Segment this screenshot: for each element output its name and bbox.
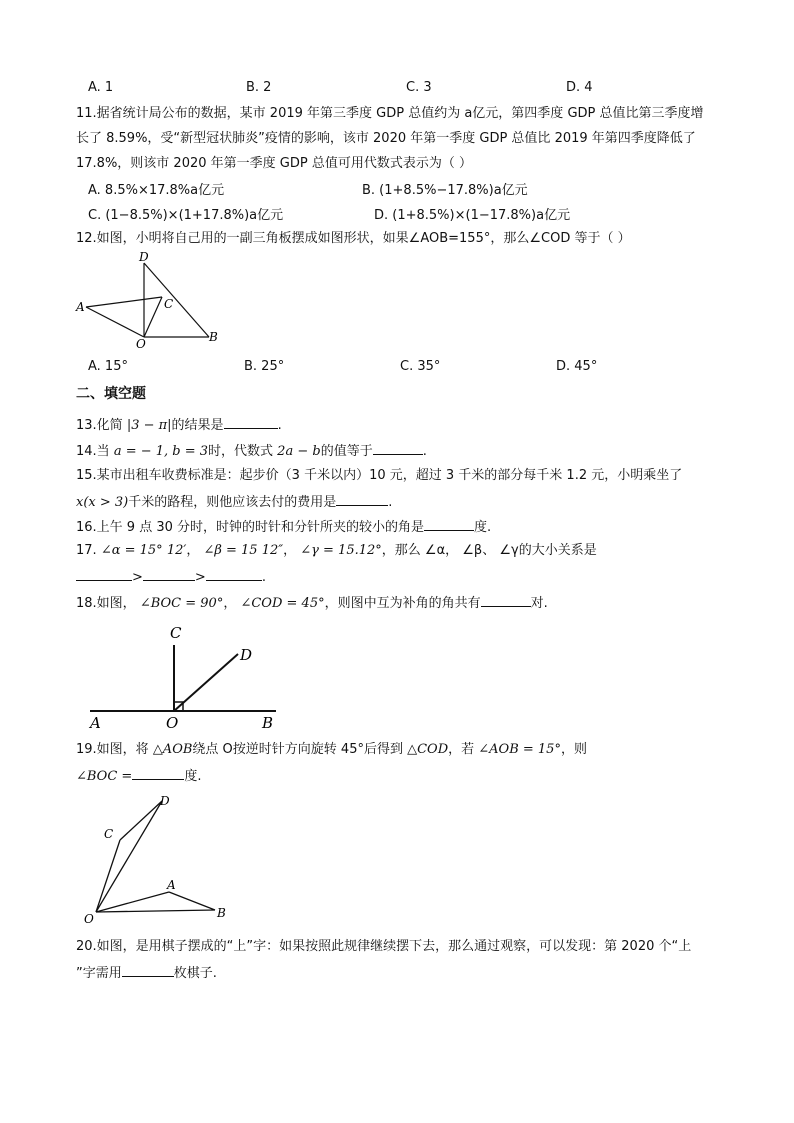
q17-answer-blank-3[interactable] (206, 566, 262, 581)
q13-expression: |3 − π| (126, 418, 172, 433)
section-heading-fill-blank: 二、填空题 (76, 386, 146, 402)
q12-triangle-diagram (74, 250, 224, 350)
q19-label-d: D (160, 794, 170, 808)
q19-triangle-aob: △AOB (152, 742, 193, 757)
q19-label-o: O (84, 912, 94, 926)
q15-text: 千米的路程，则他应该去付的费用是 (128, 495, 337, 510)
q11-line-1: 11.据省统计局公布的数据，某市 2019 年第三季度 GDP 总值约为 a亿元，第四季度 GDP 总值比第三季度增 (76, 106, 704, 121)
q19-text-d: ，则 (560, 742, 587, 757)
q19-answer-blank[interactable] (132, 765, 184, 780)
q16-answer-blank[interactable] (424, 516, 474, 531)
q10-option-b: B. 2 (246, 80, 272, 95)
q14-prefix: 14.当 (76, 444, 114, 459)
q19-rotation-diagram (80, 790, 240, 930)
q17-answer-line (76, 566, 266, 588)
q18-angle-cod: ∠COD = 45° (240, 596, 325, 611)
q12-label-c: C (164, 297, 174, 311)
q15-line-2 (76, 491, 392, 513)
q10-option-c: C. 3 (406, 80, 432, 95)
q13-question (76, 414, 282, 436)
q12-option-a: A. 15° (88, 359, 128, 374)
q12-label-a: A (76, 300, 85, 314)
q13-answer-blank[interactable] (224, 414, 278, 429)
q19-angle-boc: ∠BOC = (76, 769, 133, 784)
q17-gt-2: > (194, 570, 206, 585)
q18-angle-boc: ∠BOC = 90° (139, 596, 224, 611)
q19-label-a: A (167, 878, 176, 892)
q11-option-c: C. (1−8.5%)×(1+17.8%)a亿元 (88, 208, 284, 223)
q14-end: . (422, 444, 427, 459)
q19-text-c: ，若 (448, 742, 479, 757)
q11-option-b: B. (1+8.5%−17.8%)a亿元 (362, 183, 528, 198)
q17-beta: ∠β = 15 12″ (203, 543, 284, 558)
q14-expression: 2a − b (277, 444, 321, 459)
q19-triangle-cod: △COD (407, 742, 449, 757)
q18-text: ，则图中互为补角的角共有 (324, 596, 481, 611)
q17-alpha: ∠α = 15° 12′ (100, 543, 187, 558)
q13-text: 的结果是 (171, 418, 224, 433)
q20-text-a: ”字需用 (76, 966, 122, 981)
q19-text-a: 19.如图，将 (76, 742, 153, 757)
q20-answer-blank[interactable] (122, 962, 174, 977)
q10-option-d: D. 4 (566, 80, 593, 95)
q12-label-b: B (209, 330, 218, 344)
q15-answer-blank[interactable] (336, 491, 388, 506)
q11-line-2: 长了 8.59%，受“新型冠状肺炎”疫情的影响，该市 2020 年第一季度 GDP 总值比 2019 年第四季度降低了 (76, 131, 696, 146)
q14-condition: a = − 1, b = 3 (113, 444, 209, 459)
q19-angle-aob: ∠AOB = 15° (478, 742, 561, 757)
q18-end: 对. (530, 596, 548, 611)
q19-line-2 (76, 765, 201, 787)
q14-mid: 时，代数式 (208, 444, 278, 459)
q12-option-b: B. 25° (244, 359, 285, 374)
q20-text-b: 枚棋子. (173, 966, 217, 981)
q18-label-c: C (170, 624, 182, 642)
q11-line-3: 17.8%，则该市 2020 年第一季度 GDP 总值可用代数式表示为（ ） (76, 156, 472, 171)
q12-label-o: O (136, 337, 146, 350)
q17-end: . (261, 570, 266, 585)
q12-option-c: C. 35° (400, 359, 441, 374)
q12-label-d: D (139, 250, 149, 264)
q18-label-o: O (166, 714, 179, 732)
q19-label-c: C (104, 827, 114, 841)
q17-prefix: 17. (76, 543, 101, 558)
q19-line-1 (76, 740, 587, 760)
q13-end: . (277, 418, 282, 433)
q15-end: . (388, 495, 393, 510)
q16-end: 度. (474, 520, 492, 535)
q12-option-d: D. 45° (556, 359, 598, 374)
q19-end: 度. (184, 769, 202, 784)
q12-question: 12.如图，小明将自己用的一副三角板摆成如图形状，如果∠AOB=155°，那么∠COD 等于（ ） (76, 231, 631, 246)
q14-answer-blank[interactable] (373, 440, 423, 455)
q15-expression: x(x > 3) (76, 495, 129, 510)
q17-answer-blank-1[interactable] (76, 566, 132, 581)
q18-label-d: D (240, 646, 253, 664)
q14-text: 的值等于 (320, 444, 373, 459)
q16-question (76, 516, 491, 538)
q17-answer-blank-2[interactable] (143, 566, 195, 581)
q15-line-1: 15.某市出租车收费标准是：起步价（3 千米以内）10 元，超过 3 千米的部分每千米 1.2 元，小明乘坐了 (76, 468, 683, 483)
q18-label-b: B (262, 714, 274, 732)
q18-question: 18.如图， ∠BOC = 90°， ∠COD = 45°，则图中互为补角的角共有 对. (76, 592, 548, 614)
q18-label-a: A (90, 714, 101, 732)
q20-line-1: 20.如图，是用棋子摆成的“上”字：如果按照此规律继续摆下去，那么通过观察，可以发现：第 2020 个“上 (76, 939, 692, 954)
q17-gt-1: > (132, 570, 143, 585)
q20-line-2 (76, 962, 217, 984)
q17-question: 17. ∠α = 15° 12′， ∠β = 15 12″， ∠γ = 15.12°，那么 ∠α， ∠β、 ∠γ的大小关系是 (76, 543, 597, 558)
q16-text: 16.上午 9 点 30 分时，时钟的时针和分针所夹的较小的角是 (76, 520, 425, 535)
q18-answer-blank[interactable] (481, 592, 531, 607)
q10-option-a: A. 1 (88, 80, 114, 95)
q17-text: ，那么 ∠α， ∠β、 ∠γ的大小关系是 (381, 543, 597, 558)
q14-question (76, 440, 427, 462)
q11-option-d: D. (1+8.5%)×(1−17.8%)a亿元 (374, 208, 571, 223)
q19-text-b: 绕点 O按逆时针方向旋转 45°后得到 (192, 742, 408, 757)
q17-gamma: ∠γ = 15.12° (300, 543, 382, 558)
q11-option-a: A. 8.5%×17.8%a亿元 (88, 183, 225, 198)
q18-angle-diagram (86, 618, 286, 733)
q19-label-b: B (217, 906, 226, 920)
q13-prefix: 13.化简 (76, 418, 127, 433)
q18-prefix: 18.如图， (76, 596, 136, 611)
